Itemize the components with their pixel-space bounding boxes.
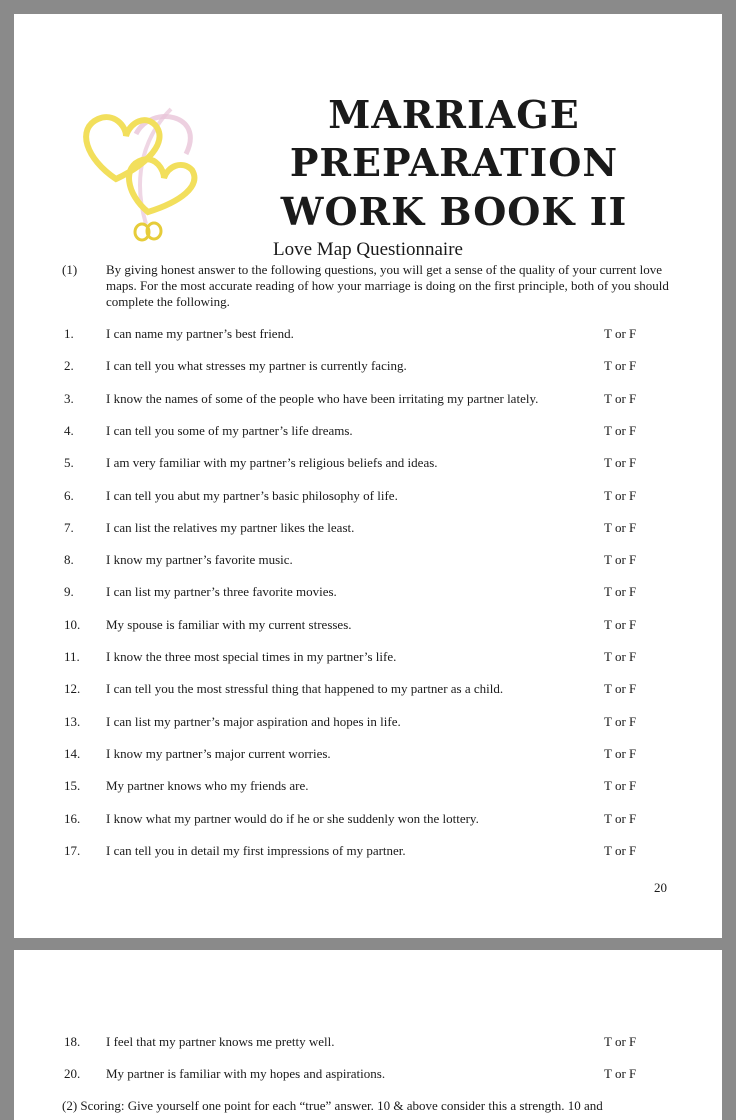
question-text: My partner is familiar with my hopes and aspirations.	[106, 1066, 386, 1081]
question-row	[14, 423, 722, 441]
true-or-false-answer[interactable]: T or F	[604, 745, 637, 761]
question-text: I know my partner’s major current worries.	[106, 745, 331, 761]
true-or-false-answer[interactable]: T or F	[604, 778, 637, 794]
question-number: 12.	[64, 681, 81, 697]
true-or-false-answer[interactable]: T or F	[604, 649, 637, 664]
question-number: 2.	[64, 358, 74, 374]
intro-number: (1)	[62, 262, 78, 277]
question-row	[14, 649, 722, 667]
question-text: I can tell you in detail my first impressions of my partner.	[106, 842, 406, 858]
question-row	[14, 520, 722, 538]
question-text: I know the three most special times in my partner’s life.	[106, 649, 397, 664]
question-row	[14, 584, 722, 602]
true-or-false-answer[interactable]: T or F	[604, 842, 637, 858]
title-line-3: WORK BOOK II	[280, 189, 628, 234]
true-or-false-answer[interactable]: T or F	[604, 584, 637, 600]
question-text: I can list my partner’s three favorite movies.	[106, 584, 337, 600]
question-number: 4.	[64, 422, 74, 438]
question-number: 7.	[64, 519, 74, 535]
question-number: 15.	[64, 778, 81, 794]
question-row	[14, 778, 722, 796]
question-number: 5.	[64, 455, 74, 471]
question-text: I know my partner’s favorite music.	[106, 552, 293, 568]
intro-paragraph: By giving honest answer to the following questions, you will get a sense of the quality of your current love maps. For the most accurate reading of how your marriage is doing on the first principle, both of you should complete the following.	[106, 262, 669, 309]
question-number: 11.	[64, 649, 80, 664]
question-number: 1.	[64, 326, 74, 341]
question-text: I can list the relatives my partner likes the least.	[106, 519, 355, 535]
question-number: 6.	[64, 487, 74, 503]
question-text: I can list my partner’s major aspiration and hopes in life.	[106, 713, 401, 729]
question-text: My spouse is familiar with my current stresses.	[106, 616, 352, 632]
question-number: 13.	[64, 713, 81, 729]
question-number: 16.	[64, 810, 81, 826]
question-row	[14, 681, 722, 699]
question-text: I can tell you what stresses my partner is currently facing.	[106, 358, 407, 374]
question-text: My partner knows who my friends are.	[106, 778, 309, 794]
title-line-2: PREPARATION	[289, 140, 619, 185]
page-number: 20	[654, 880, 667, 895]
workbook-page-21	[14, 950, 722, 1120]
true-or-false-answer[interactable]: T or F	[604, 519, 637, 535]
question-text: I am very familiar with my partner’s religious beliefs and ideas.	[106, 455, 438, 471]
question-number: 20.	[64, 1066, 81, 1081]
question-number: 14.	[64, 745, 81, 761]
question-row	[14, 552, 722, 570]
question-text: I can tell you some of my partner’s life dreams.	[106, 422, 353, 438]
scoring-instructions: (2) Scoring: Give yourself one point for each “true” answer. 10 & above consider this a strength. 10 and	[62, 1098, 603, 1113]
question-text: I can tell you abut my partner’s basic philosophy of life.	[106, 487, 398, 503]
question-row	[14, 843, 722, 861]
question-row	[14, 455, 722, 473]
question-number: 3.	[64, 390, 74, 406]
interlocking-hearts-rings-logo	[76, 94, 216, 244]
question-text: I can name my partner’s best friend.	[106, 326, 294, 341]
title-line-1: MARRIAGE	[328, 92, 580, 137]
question-row	[14, 358, 722, 376]
true-or-false-answer[interactable]: T or F	[604, 326, 637, 341]
true-or-false-answer[interactable]: T or F	[604, 487, 637, 503]
question-row	[14, 1034, 722, 1052]
question-row	[14, 746, 722, 764]
true-or-false-answer[interactable]: T or F	[604, 552, 637, 568]
true-or-false-answer[interactable]: T or F	[604, 1066, 637, 1081]
true-or-false-answer[interactable]: T or F	[604, 810, 637, 826]
question-row	[14, 714, 722, 732]
question-number: 17.	[64, 842, 81, 858]
true-or-false-answer[interactable]: T or F	[604, 422, 637, 438]
question-text: I know what my partner would do if he or she suddenly won the lottery.	[106, 810, 479, 826]
true-or-false-answer[interactable]: T or F	[604, 681, 637, 697]
workbook-page-20	[14, 14, 722, 938]
question-number: 18.	[64, 1034, 81, 1049]
true-or-false-answer[interactable]: T or F	[604, 358, 637, 374]
true-or-false-answer[interactable]: T or F	[604, 616, 637, 632]
question-row	[14, 617, 722, 635]
question-number: 8.	[64, 552, 74, 568]
true-or-false-answer[interactable]: T or F	[604, 455, 637, 471]
question-number: 9.	[64, 584, 74, 600]
question-text: I know the names of some of the people who have been irritating my partner lately.	[106, 390, 539, 406]
true-or-false-answer[interactable]: T or F	[604, 390, 637, 406]
question-row	[14, 488, 722, 506]
question-text: I feel that my partner knows me pretty well.	[106, 1034, 335, 1049]
question-row	[14, 811, 722, 829]
question-row	[14, 1066, 722, 1084]
questionnaire-subtitle: Love Map Questionnaire	[273, 239, 463, 260]
question-text: I can tell you the most stressful thing that happened to my partner as a child.	[106, 681, 504, 697]
question-number: 10.	[64, 616, 81, 632]
true-or-false-answer[interactable]: T or F	[604, 713, 637, 729]
true-or-false-answer[interactable]: T or F	[604, 1034, 637, 1049]
question-row	[14, 391, 722, 409]
question-row	[14, 326, 722, 344]
